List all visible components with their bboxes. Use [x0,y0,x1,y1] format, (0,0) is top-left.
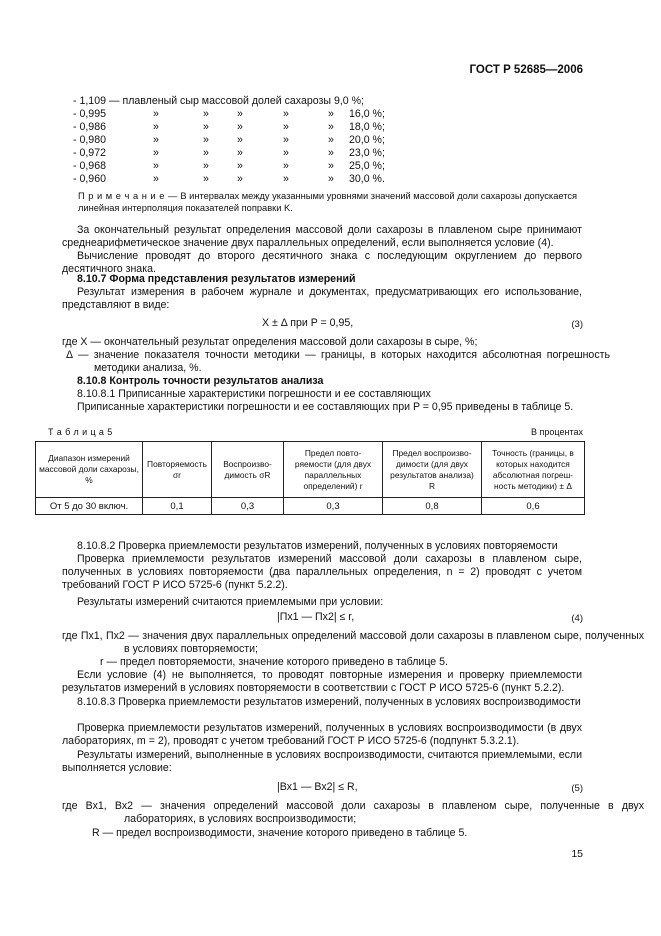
ditto-mark: » [283,173,289,185]
table-header-cell: Повторяемость σr [143,442,212,498]
where-clause: R — предел воспроизводимости, значение которого приведено в таблице 5. [92,827,468,839]
ditto-mark: » [283,160,289,172]
table-cell: 0,6 [482,498,585,515]
subsection-heading: 8.10.8.3 Проверка приемлемости результатов измерений, полученных в условиях воспроизводимости [77,696,581,708]
list-value: 16,0 %; [349,108,385,120]
ditto-mark: » [237,173,243,185]
note-label: П р и м е ч а н и е — [78,191,178,201]
list-key: - 0,995 [73,108,106,120]
ditto-mark: » [283,121,289,133]
where-clause: Δ — значение показателя точности методики — границы, в которых находится абсолютная погрешность методики анализа, %. [66,349,610,374]
table-header-cell: Предел повто-ряемости (для двух параллельных определений) r [284,442,383,498]
ditto-mark: » [283,108,289,120]
section-heading: 8.10.7 Форма представления результатов измерений [77,273,356,285]
paragraph: Результат измерения в рабочем журнале и документах, предусматривающих его использование, представляют в виде: [62,286,582,311]
where-clause: r — предел повторяемости, значение которого приведено в таблице 5. [100,656,448,668]
equation: |Вх1 — Вх2| ≤ R, [277,781,358,793]
list-value: 20,0 %; [349,134,385,146]
list-item [73,173,393,186]
paragraph: Если условие (4) не выполняется, то проводят повторные измерения и проверку приемлемости результатов измерений в условиях повторяемости в соответствии с ГОСТ Р ИСО 5725-6 (пункт 5.2.2). [62,669,582,694]
ditto-mark: » [153,108,159,120]
table-header-cell: Точность (границы, в которых находится абсолютная погреш-ность методики) ± Δ [482,442,585,498]
ditto-mark: » [203,121,209,133]
ditto-mark: » [203,147,209,159]
table-cell: 0,8 [383,498,482,515]
table-units: В процентах [531,427,583,437]
ditto-mark: » [328,173,334,185]
ditto-mark: » [283,134,289,146]
paragraph: Вычисление проводят до второго десятичного знака с последующим округлением до первого десятичного знака. [62,250,582,275]
note [78,190,585,214]
list-key: - 0,972 [73,147,106,159]
accuracy-table [35,441,585,515]
note-text: В интервалах между указанными уровнями значений массовой доли сахарозы допускается линейная интерполяция показателей поправки K. [78,191,578,213]
list-key: - 0,968 [73,160,106,172]
ditto-mark: » [237,121,243,133]
table-cell: 0,1 [143,498,212,515]
list-item [73,108,393,121]
ditto-mark: » [203,173,209,185]
table-header-cell: Предел воспроизво-димости (для двух результатов анализа) R [383,442,482,498]
table-cell: 0,3 [212,498,284,515]
table-cell: От 5 до 30 включ. [36,498,143,515]
paragraph: Результаты измерений считаются приемлемыми при условии: [77,596,384,608]
equation-number: (5) [571,783,583,794]
ditto-mark: » [153,173,159,185]
list-item: - 1,109 — плавленый сыр массовой долей сахарозы 9,0 %; [73,95,364,107]
document-id: ГОСТ Р 52685—2006 [469,64,583,76]
list-item [73,160,393,173]
list-key: - 0,980 [73,134,106,146]
paragraph: Приписанные характеристики погрешности и ее составляющих при P = 0,95 приведены в таблице 5. [77,401,574,413]
ditto-mark: » [203,108,209,120]
table-cell: 0,3 [284,498,383,515]
list-key: - 0,960 [73,173,106,185]
list-item [73,121,393,134]
table-header-cell: Воспроизво-димость σR [212,442,284,498]
page-number: 15 [571,848,583,860]
list-key: - 0,986 [73,121,106,133]
ditto-mark: » [237,108,243,120]
ditto-mark: » [328,134,334,146]
paragraph: За окончательный результат определения массовой доли сахарозы в плавленом сыре принимают среднеарифметическое значение двух параллельных определений, если выполняется условие (4). [62,224,582,249]
ditto-mark: » [237,147,243,159]
ditto-mark: » [237,160,243,172]
ditto-mark: » [237,134,243,146]
ditto-mark: » [328,160,334,172]
ditto-mark: » [153,134,159,146]
ditto-mark: » [328,147,334,159]
equation-number: (3) [571,319,583,330]
ditto-mark: » [153,147,159,159]
list-value: 30,0 %. [349,173,385,185]
ditto-mark: » [283,147,289,159]
table-header-cell: Диапазон измерений массовой доли сахарозы, % [36,442,143,498]
paragraph: Результаты измерений, выполненные в условиях воспроизводимости, считаются приемлемыми, если выполняется условие: [62,749,582,774]
ditto-mark: » [328,121,334,133]
where-clause: где X — окончательный результат определения массовой доли сахарозы в сыре, %; [62,336,478,348]
ditto-mark: » [328,108,334,120]
ditto-mark: » [153,160,159,172]
table-caption: Т а б л и ц а 5 [48,427,113,437]
equation: |Пх1 — Пх2| ≤ r, [277,611,355,623]
paragraph: Проверка приемлемости результатов измерений массовой доли сахарозы в плавленом сыре, полученных в условиях повторяемости (два параллельных определения, n = 2) проводят с учетом требований ГОСТ Р ИСО 5725-6 (пункт 5.2.2). [62,553,582,591]
where-clause: где Пх1, Пх2 — значения двух параллельных определений массовой доли сахарозы в плавленом сыре, полученных в условиях повторяемости; [62,630,644,655]
subsection-heading: 8.10.8.2 Проверка приемлемости результатов измерений, полученных в условиях повторяемости [77,540,558,552]
subsection-heading: 8.10.8.1 Приписанные характеристики погрешности и ее составляющих [77,388,431,400]
where-clause: где Вх1, Вх2 — значения определений массовой доли сахарозы в плавленом сыре, полученные в двух лабораториях, в условиях воспроизводимости; [62,800,644,825]
equation: X ± Δ при P = 0,95, [262,317,354,329]
list-value: 25,0 %; [349,160,385,172]
section-heading: 8.10.8 Контроль точности результатов анализа [77,375,324,387]
list-value: 18,0 %; [349,121,385,133]
list-value: 23,0 %; [349,147,385,159]
table-row [36,498,585,515]
table-header-row [36,442,585,498]
ditto-mark: » [203,160,209,172]
ditto-mark: » [203,134,209,146]
equation-number: (4) [571,613,583,624]
list-item [73,134,393,147]
ditto-mark: » [153,121,159,133]
paragraph: Проверка приемлемости результатов измерений, полученных в условиях воспроизводимости (в двух лабораториях, m = 2), проводят с учетом требований ГОСТ Р ИСО 5725-6 (подпункт 5.3.2.1). [62,722,582,747]
list-item [73,147,393,160]
